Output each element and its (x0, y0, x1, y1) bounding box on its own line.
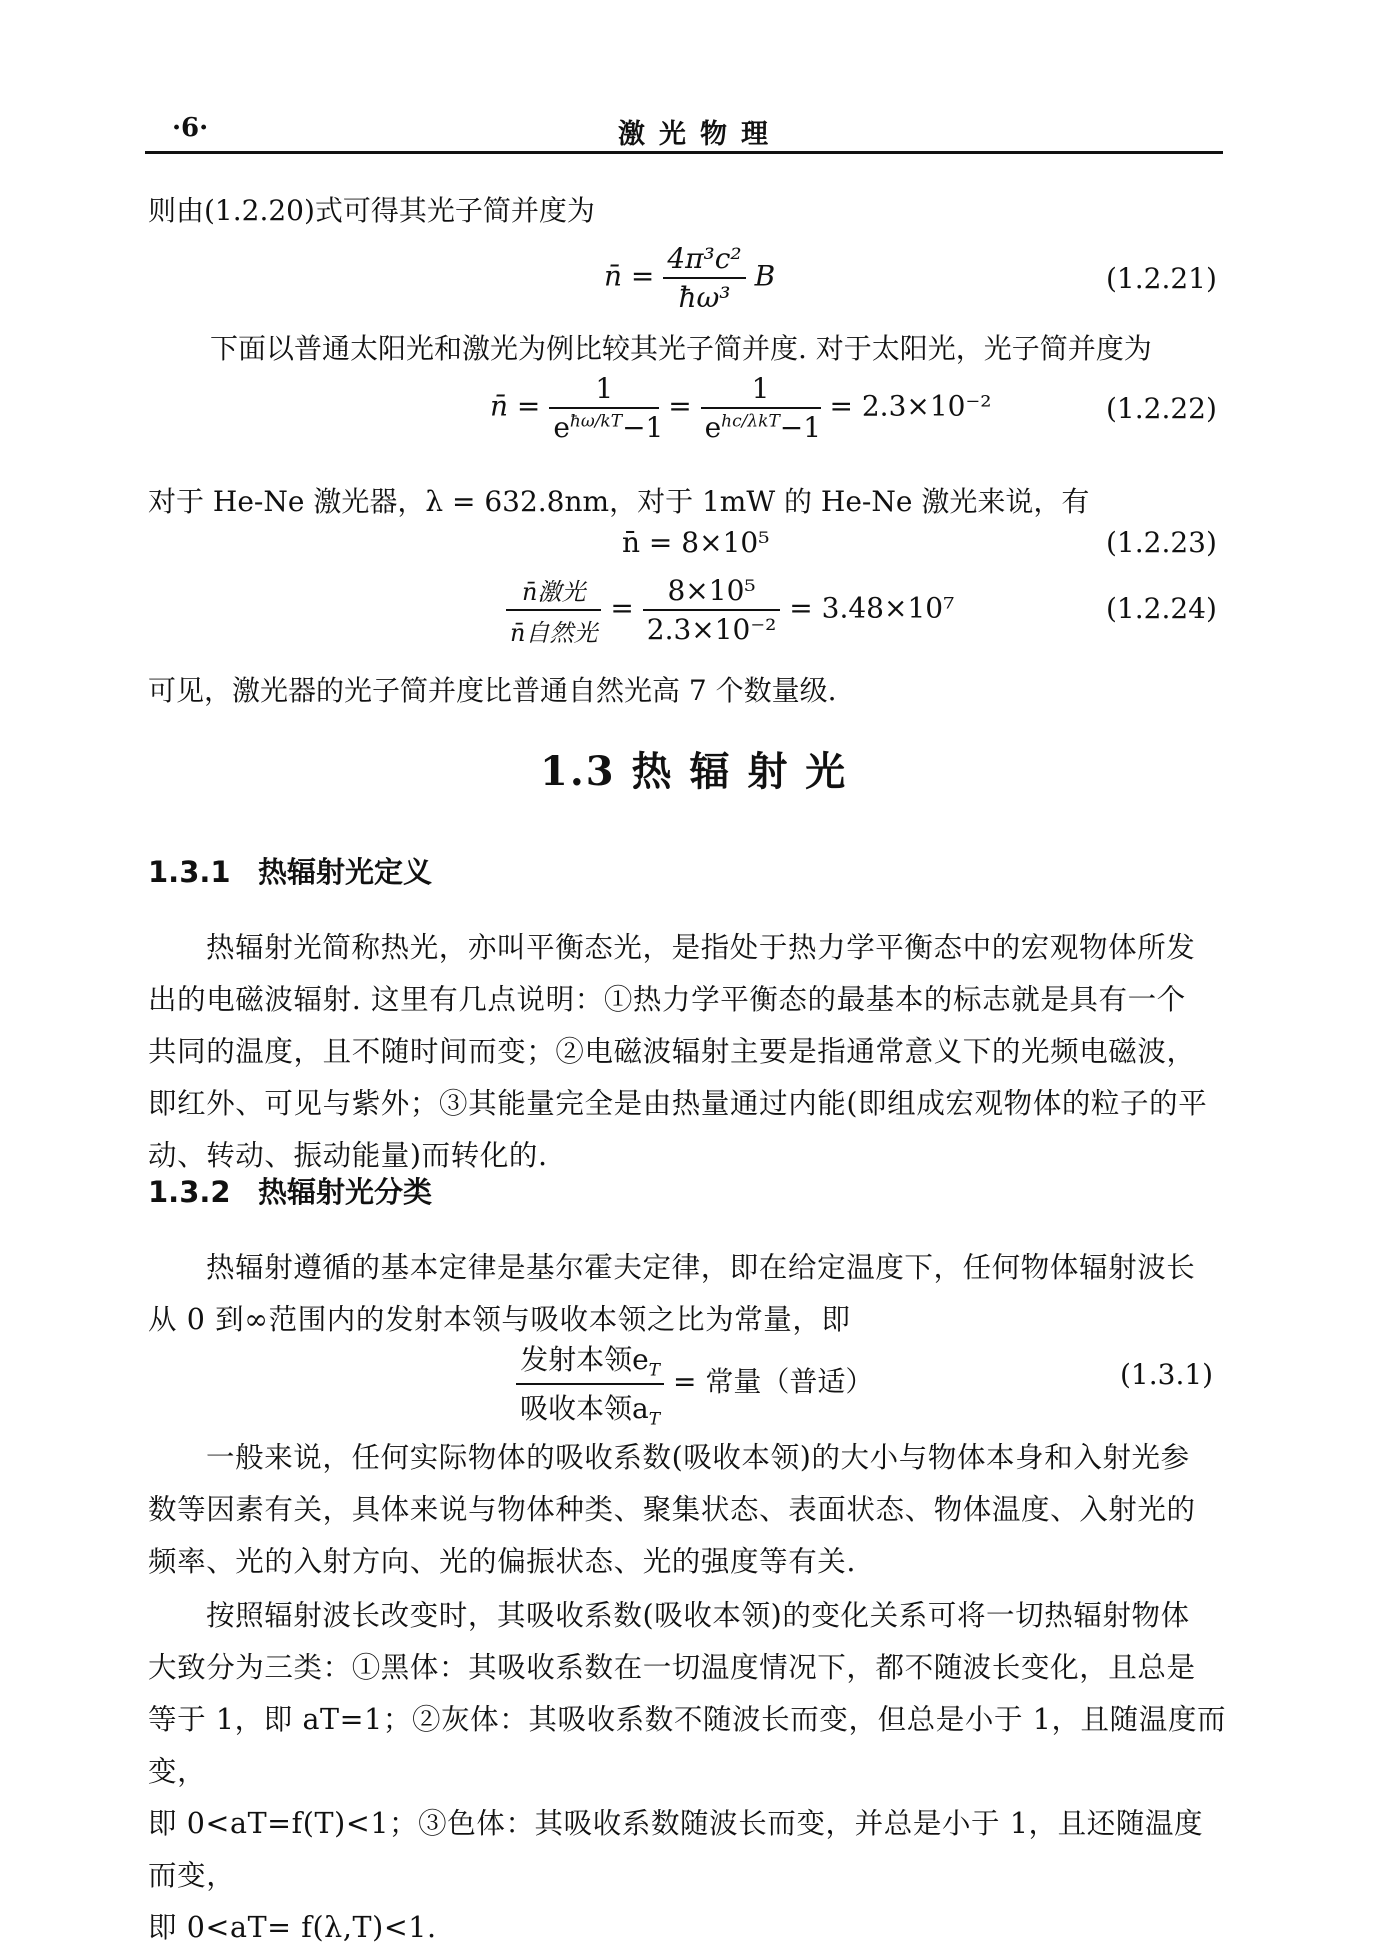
eq-result: = 3.48×10⁷ (789, 591, 955, 625)
eq-denominator (549, 409, 664, 444)
exp-base: e (704, 411, 722, 444)
eq-denominator (516, 1385, 664, 1430)
text-line: 共同的温度，且不随时间而变；②电磁波辐射主要是指通常意义下的光频电磁波， (148, 1035, 1196, 1068)
subsection-title: 热辐射光分类 (258, 1175, 433, 1209)
exp-base: e (553, 411, 570, 444)
eq-fraction-values (643, 574, 781, 646)
eq-denominator: n̄自然光 (510, 619, 598, 647)
eq-numerator: n̄激光 (506, 572, 601, 611)
eq-lhs: n̄ = (604, 259, 655, 293)
subsection-heading-1-3-1 (148, 850, 432, 891)
eq-denominator: 2.3×10⁻² (646, 613, 777, 646)
text-line: 即红外、可见与紫外；③其能量完全是由热量通过内能(即组成宏观物体的粒子的平 (148, 1087, 1208, 1120)
emission-label: 发射本领e (520, 1343, 649, 1376)
eq-numerator: 4π³c² (663, 242, 745, 279)
minus-one: −1 (622, 411, 664, 444)
eq-lhs: n̄ = (490, 389, 541, 423)
equation-1-2-21 (604, 242, 775, 314)
equation-number: (1.2.22) (1106, 392, 1217, 425)
text-line: 即 0<aT=f(T)<1；③色体：其吸收系数随波长而变，并总是小于 1，且还随温度而变， (148, 1807, 1204, 1892)
section-title: 1.3 热 辐 射 光 (540, 748, 848, 795)
equation-1-2-24: $\frac{\text{n̄激光}}{\text{n̄自然光}}$ = $\frac{\text{8×10⁵}}{\text{2.3×10⁻²}}$ = 3.48×10⁷ (506, 572, 954, 648)
equation-number: (1.2.23) (1106, 526, 1217, 559)
exponent: ħω/kT (569, 411, 623, 432)
text-line: 热辐射遵循的基本定律是基尔霍夫定律，即在给定温度下，任何物体辐射波长 (206, 1251, 1196, 1284)
text-line: 出的电磁波辐射. 这里有几点说明：①热力学平衡态的最基本的标志就是具有一个 (148, 983, 1186, 1016)
absorption-label: 吸收本领a (520, 1391, 649, 1425)
eq-numerator: 1 (701, 372, 821, 409)
eq-fraction (663, 242, 745, 314)
minus-one: −1 (779, 411, 822, 444)
paragraph-intro: 则由(1.2.20)式可得其光子简并度为 (148, 194, 595, 227)
text-line: 动、转动、振动能量)而转化的. (148, 1139, 548, 1172)
subsection-title: 热辐射光定义 (258, 855, 433, 889)
paragraph-compare: 下面以普通太阳光和激光为例比较其光子简并度. 对于太阳光，光子简并度为 (210, 332, 1152, 365)
running-title: 激光物理 (618, 119, 782, 150)
eq-rhs: = 常量（普适） (672, 1365, 874, 1399)
paragraph-kirchhoff (148, 1242, 1228, 1346)
eq-numerator: 1 (549, 372, 659, 409)
paragraph-classification (148, 1590, 1228, 1954)
text-line: 从 0 到∞范围内的发射本领与吸收本领之比为常量，即 (148, 1303, 851, 1336)
paragraph-definition (148, 922, 1228, 1182)
eq-denominator (701, 409, 821, 444)
header-rule (145, 151, 1223, 154)
text-line: 数等因素有关，具体来说与物体种类、聚集状态、表面状态、物体温度、入射光的 (148, 1493, 1196, 1526)
text-line: 一般来说，任何实际物体的吸收系数(吸收本领)的大小与物体本身和入射光参 (206, 1441, 1190, 1474)
exponent: hc/λkT (721, 411, 780, 432)
eq-fraction-ratio (506, 572, 601, 648)
text-line: 即 0<aT= f(λ,T)<1. (148, 1911, 437, 1944)
page-number: ·6· (172, 113, 209, 143)
subsection-number: 1.3.1 (148, 855, 231, 889)
subsection-heading-1-3-2 (148, 1170, 432, 1211)
eq-numerator: 8×10⁵ (643, 574, 781, 611)
paragraph-conclusion: 可见，激光器的光子简并度比普通自然光高 7 个数量级. (148, 674, 837, 707)
text-line: 大致分为三类：①黑体：其吸收系数在一切温度情况下，都不随波长变化，且总是 (148, 1651, 1196, 1684)
eq-numerator (516, 1338, 664, 1385)
subsection-number: 1.3.2 (148, 1175, 231, 1209)
equation-number: (1.2.24) (1106, 592, 1217, 625)
equation-1-2-23: n̄ = 8×10⁵ (622, 526, 770, 559)
equation-1-3-1 (516, 1338, 873, 1429)
text-line: 等于 1，即 aT=1；②灰体：其吸收系数不随波长而变，但总是小于 1，且随温度而变， (148, 1703, 1227, 1788)
eq-tail: B (754, 259, 776, 293)
eq-denominator: ħω³ (678, 281, 731, 314)
text-line: 频率、光的入射方向、光的偏振状态、光的强度等有关. (148, 1545, 857, 1578)
eq-fraction-2 (701, 372, 821, 444)
equation-number: (1.2.21) (1106, 262, 1217, 295)
paragraph-absorption (148, 1432, 1228, 1588)
equation-1-2-22: n̄ = $\frac{1}{e^{ħ\omega/kT}-1}$ = $\frac{1}{e^{hc/\lambda kT}-1}$ = 2.3×10⁻² (490, 372, 992, 444)
subscript: T (648, 1409, 661, 1430)
subscript: T (648, 1360, 660, 1381)
paragraph-hene: 对于 He-Ne 激光器，λ = 632.8nm，对于 1mW 的 He-Ne 激光来说，有 (148, 485, 1090, 518)
eq-fraction-1 (549, 372, 664, 444)
text-line: 热辐射光简称热光，亦叫平衡态光，是指处于热力学平衡态中的宏观物体所发 (206, 931, 1196, 964)
equation-number: (1.3.1) (1120, 1358, 1214, 1391)
eq-result: = 2.3×10⁻² (829, 389, 992, 423)
eq-fraction-kirchhoff (516, 1338, 664, 1429)
text-line: 按照辐射波长改变时，其吸收系数(吸收本领)的变化关系可将一切热辐射物体 (206, 1599, 1190, 1632)
